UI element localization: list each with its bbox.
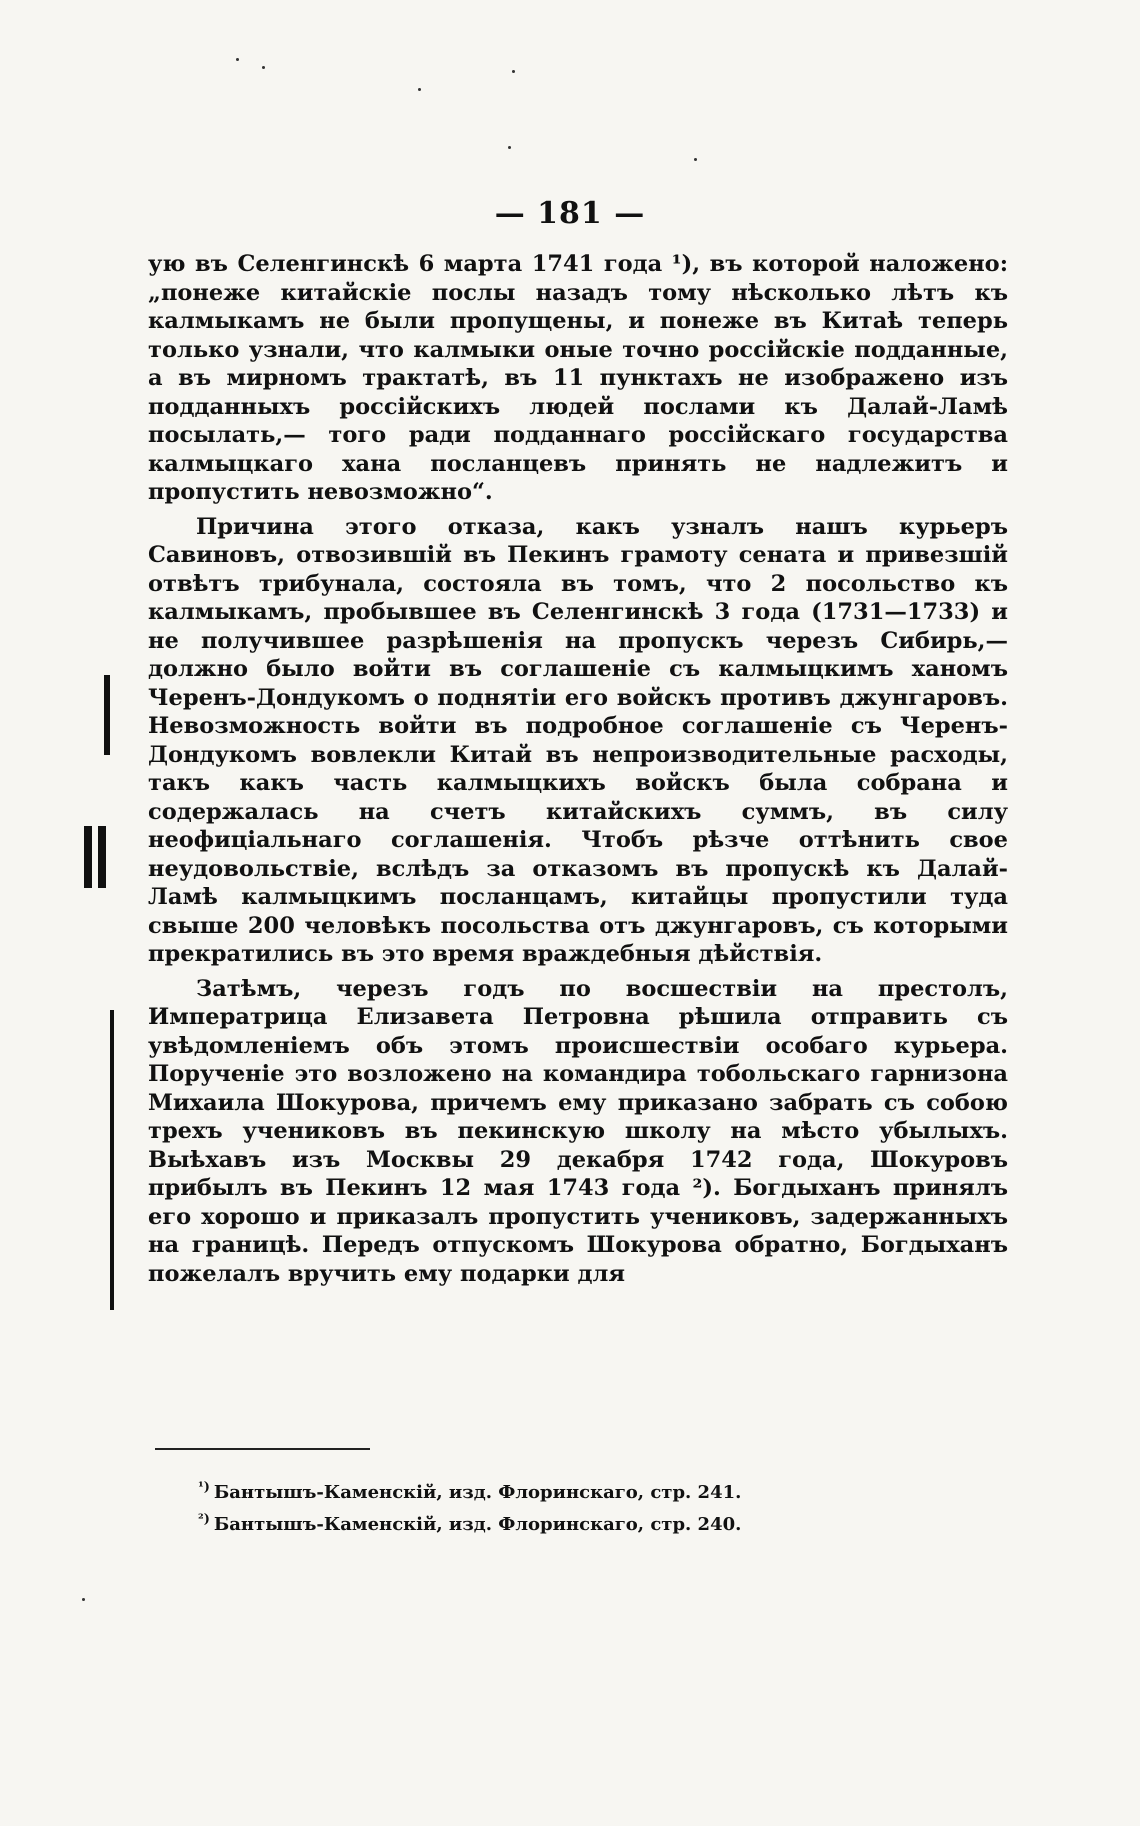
scan-margin-line — [84, 826, 92, 888]
page-number: — 181 — — [494, 196, 646, 231]
paragraph-1: ую въ Селенгинскѣ 6 марта 1741 года ¹), въ которой наложено: „понеже китайскіе послы назадъ тому нѣсколько лѣтъ къ калмыкамъ не были пропущены, и понеже въ Китаѣ теперь только узнали, что калмыки оные точно россійскіе подданные, а въ мирномъ трактатѣ, въ 11 пунктахъ не изображено изъ подданныхъ россійскихъ людей послами къ Далай-Ламѣ посылать,— того ради подданнаго россійскаго государства калмыцкаго хана посланцевъ принять не надлежитъ и пропустить невозможно“. — [148, 251, 1008, 505]
footnote-divider — [155, 1448, 370, 1450]
scan-speck — [262, 66, 265, 69]
scan-speck — [82, 1598, 85, 1601]
footnote-text: Бантышъ-Каменскій, изд. Флоринскаго, стр. 241. — [213, 1482, 742, 1503]
scan-speck — [512, 70, 515, 73]
scan-margin-line — [104, 675, 110, 755]
scan-margin-line — [110, 1010, 114, 1310]
paragraph-2: Причина этого отказа, какъ узналъ нашъ курьеръ Савиновъ, отвозившій въ Пекинъ грамоту сената и привезшій отвѣтъ трибунала, состояла въ томъ, что 2 посольство къ калмыкамъ, пробывшее въ Селенгинскѣ 3 года (1731—1733) и не получившее разрѣшенія на пропускъ черезъ Сибирь,—должно было войти въ соглашеніе съ калмыцкимъ ханомъ Черенъ-Дондукомъ о поднятіи его войскъ противъ джунгаровъ. Невозможность войти въ подробное соглашеніе съ Черенъ-Дондукомъ вовлекли Китай въ непроизводительные расходы, такъ какъ часть калмыцкихъ войскъ была собрана и содержалась на счетъ китайскихъ суммъ, въ силу неофиціальнаго соглашенія. Чтобъ рѣзче оттѣнить свое неудовольствіе, вслѣдъ за отказомъ въ пропускѣ къ Далай-Ламѣ калмыцкимъ посланцамъ, китайцы пропустили туда свыше 200 человѣкъ посольства отъ джунгаровъ, съ которыми прекратились въ это время враждебныя дѣйствія. — [148, 513, 1008, 967]
scan-margin-line — [98, 826, 106, 888]
body-text — [148, 250, 1008, 1294]
scan-speck — [418, 88, 421, 91]
paragraph-3: Затѣмъ, черезъ годъ по восшествіи на престолъ, Императрица Елизавета Петровна рѣшила отправить съ увѣдомленіемъ объ этомъ происшествіи особаго курьера. Порученіе это возложено на командира тобольскаго гарнизона Михаила Шокурова, причемъ ему приказано забрать съ собою трехъ учениковъ въ пекинскую школу на мѣсто убылыхъ. Выѣхавъ изъ Москвы 29 декабря 1742 года, Шокуровъ прибылъ въ Пекинъ 12 мая 1743 года ²). Богдыханъ принялъ его хорошо и приказалъ пропустить учениковъ, задержанныхъ на границѣ. Передъ отпускомъ Шокурова обратно, Богдыханъ пожелалъ вручить ему подарки для — [148, 975, 1008, 1287]
scan-speck — [236, 58, 239, 61]
scan-speck — [694, 158, 697, 161]
footnote-marker: ¹) — [198, 1480, 210, 1495]
footnote-2 — [198, 1506, 898, 1538]
footnote-marker: ²) — [198, 1512, 210, 1527]
footnotes — [198, 1474, 898, 1538]
footnote-text: Бантышъ-Каменскій, изд. Флоринскаго, стр. 240. — [213, 1514, 742, 1535]
scan-speck — [508, 146, 511, 149]
footnote-1 — [198, 1474, 898, 1506]
